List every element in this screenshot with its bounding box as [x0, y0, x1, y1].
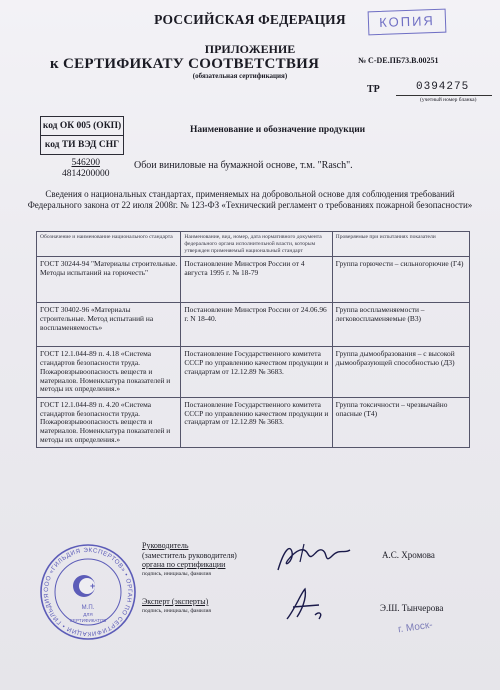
tp-label: ТР — [367, 84, 380, 95]
certificate-number: № C-DE.ПБ73.В.00251 — [358, 56, 439, 65]
tnved-value: 4814200000 — [62, 169, 110, 179]
mandatory-note: (обязательная сертификация) — [192, 72, 288, 80]
expert-title: Эксперт (эксперты) — [142, 597, 209, 606]
head-signature-label — [142, 541, 237, 579]
head-caption: подпись, инициалы, фамилия — [142, 570, 211, 577]
certification-body-seal — [38, 542, 138, 642]
table-header-row — [37, 232, 470, 257]
table-cell: Группа горючести – сильногорючие (Г4) — [332, 257, 469, 303]
table-cell: ГОСТ 30244-94 "Материалы строительные. Методы испытаний на горючесть" — [37, 257, 181, 303]
head-org: органа по сертификации — [142, 560, 226, 569]
code-values — [62, 158, 110, 180]
certificate-title: к СЕРТИФИКАТУ СООТВЕТСТВИЯ — [50, 56, 320, 72]
code-box — [40, 116, 124, 155]
table-cell: Постановление Государственного комитета СССР по управлению качеством продукции и стандартам от 12.12.89 № 3683. — [181, 397, 332, 448]
table-cell: Постановление Минстроя России от 24.06.96 г. N 18-40. — [181, 303, 332, 347]
table-cell: Группа воспламеняемости – легковоспламеняемые (В3) — [332, 303, 469, 347]
seal-cert: СЕРТИФИКАТОВ — [69, 618, 107, 623]
table-cell: Группа токсичности – чрезвычайно опасные (Т4) — [332, 397, 469, 448]
product-description: Обои виниловые на бумажной основе, т.м. "Rasch". — [134, 160, 353, 171]
copy-stamp: КОПИЯ — [368, 9, 447, 36]
product-heading: Наименование и обозначение продукции — [190, 125, 366, 135]
okp-code-label: код ОК 005 (ОКП) — [42, 121, 122, 131]
table-row — [37, 303, 470, 347]
appendix-title: ПРИЛОЖЕНИЕ — [204, 42, 296, 56]
form-number-note: (учетный номер бланка) — [420, 97, 477, 103]
country-title: РОССИЙСКАЯ ФЕДЕРАЦИЯ — [154, 12, 346, 27]
table-cell: Группа дымообразования – с высокой дымообразующей способностью (Д3) — [332, 347, 469, 398]
table-cell: ГОСТ 12.1.044-89 п. 4.20 «Система стандартов безопасности труда. Пожаровзрывоопасность веществ и материалов. Номенклатура показателей и методы их определения.» — [37, 397, 181, 448]
seal-mp: М.П. — [81, 605, 95, 611]
head-sub: (заместитель руководителя) — [142, 550, 237, 560]
head-signature — [270, 540, 360, 581]
form-number-underline — [396, 95, 492, 96]
city-stamp-fragment: г. Моск- — [397, 619, 434, 636]
head-name: А.С. Хромова — [382, 550, 435, 560]
table-header-cell: Обозначение и наименование национального стандарта — [37, 232, 181, 257]
table-cell: ГОСТ 30402-96 «Материалы строительные. Метод испытаний на воспламеняемость» — [37, 303, 181, 347]
table-cell: Постановление Минстроя России от 4 августа 1995 г. № 18-79 — [181, 257, 332, 303]
table-row — [37, 397, 470, 448]
seal-for: ДЛЯ — [83, 612, 93, 617]
table-cell: Постановление Государственного комитета СССР по управлению качеством продукции и стандартам от 12.12.89 № 3683. — [181, 347, 332, 398]
standards-table — [36, 231, 470, 448]
form-number: 0394275 — [416, 81, 470, 93]
table-header-cell: Наименование, вид, номер, дата нормативного документа федерального органа исполнительной власти, которым утвержден применяемый национальный стандарт — [181, 232, 332, 257]
okp-value: 546200 — [71, 158, 100, 168]
head-title: Руководитель — [142, 541, 189, 550]
table-header-cell: Проверяемые при испытаниях показатели — [332, 232, 469, 257]
tnved-code-label: код ТИ ВЭД СНГ — [41, 135, 123, 154]
svg-text:ООО «ГИЛЬДИЯ ЭКСПЕРТОВ» • ОРГА: ООО «ГИЛЬДИЯ ЭКСПЕРТОВ» • ОРГАН ПО СЕРТИФИКАЦИИ • ГИЛЬДИЯ — [42, 546, 134, 638]
expert-signature — [275, 585, 335, 630]
table-row — [37, 257, 470, 303]
svg-text:+: + — [90, 581, 96, 591]
table-row — [37, 347, 470, 398]
expert-caption: подпись, инициалы, фамилия — [142, 607, 211, 614]
expert-name: Э.Ш. Тынчерова — [380, 603, 444, 613]
expert-signature-label — [142, 597, 211, 616]
table-cell: ГОСТ 12.1.044-89 п. 4.18 «Система стандартов безопасности труда. Пожаровзрывоопасность веществ и материалов. Номенклатура показателей и методы их определения.» — [37, 347, 181, 398]
standards-intro: Сведения о национальных стандартах, применяемых на добровольной основе для соблюдения требований Федерального закона от 22 июля 2008г. № 123-ФЗ «Технический регламент о требованиях пожарной безопасности» — [27, 189, 473, 210]
